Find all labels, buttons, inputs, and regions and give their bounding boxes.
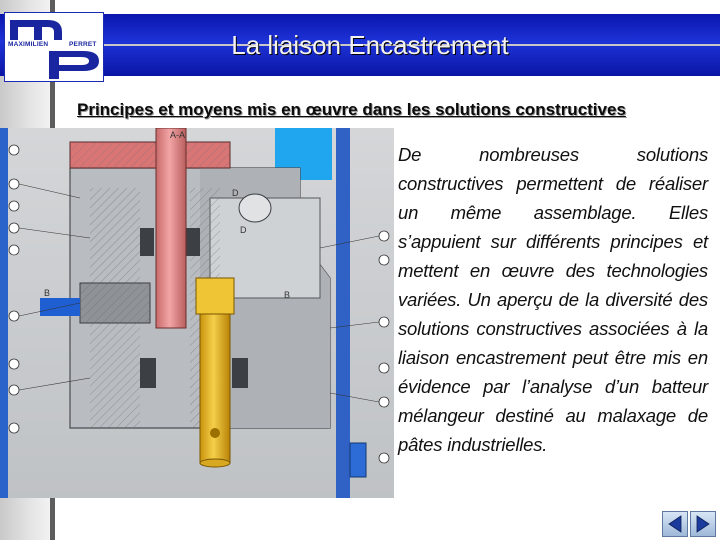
section-label: A-A xyxy=(170,130,186,140)
triangle-left-icon xyxy=(663,512,687,536)
page-title: La liaison Encastrement xyxy=(231,30,509,60)
logo-name-right: PERRET xyxy=(69,41,97,48)
next-slide-button[interactable] xyxy=(690,511,716,537)
mixer-section-drawing xyxy=(0,128,394,498)
logo-p-glyph xyxy=(45,51,101,79)
logo xyxy=(4,12,104,82)
svg-text:D: D xyxy=(240,225,247,235)
description-paragraph: De nombreuses solutions constructives permettent de réaliser un même assemblage. Elles s’appuient sur différents principes et mettent en œuvre des technologies variées. Un aperçu de la diversité des solutions constructives associées à la liaison encastrement peut être mis en évidence par l’analyse d’un batteur mélangeur destiné au malaxage de pâtes industrielles. xyxy=(398,144,708,455)
logo-name-left: MAXIMILIEN xyxy=(8,41,49,48)
previous-slide-button[interactable] xyxy=(662,511,688,537)
logo-wordmark xyxy=(7,40,101,50)
svg-text:D: D xyxy=(232,188,239,198)
triangle-right-icon xyxy=(691,512,715,536)
section-subtitle: Principes et moyens mis en œuvre dans les solutions constructives xyxy=(77,100,626,119)
svg-text:B: B xyxy=(44,288,51,298)
svg-text:B: B xyxy=(284,290,291,300)
